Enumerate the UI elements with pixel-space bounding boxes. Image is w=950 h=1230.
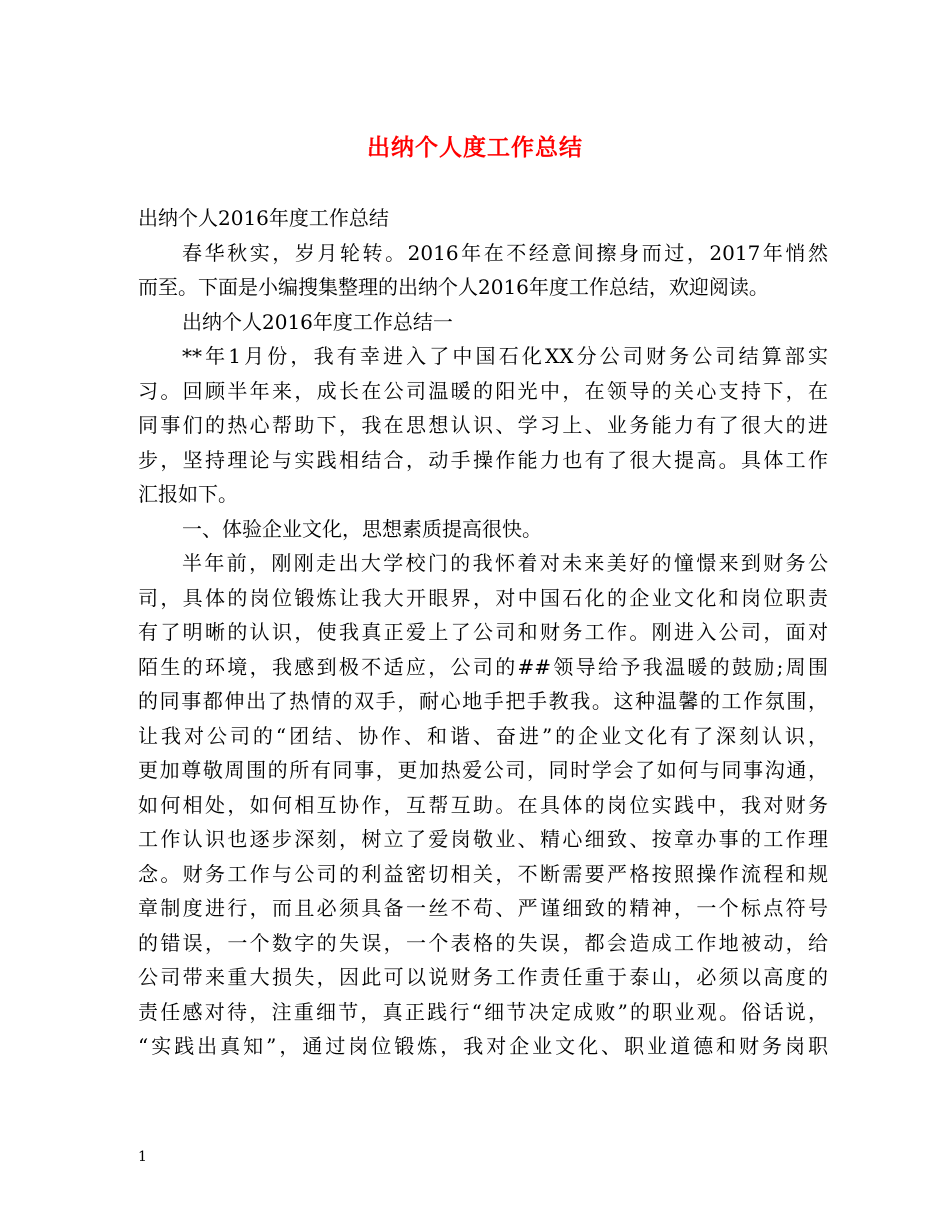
text-line: 工作认识也逐步深刻，树立了爱岗敬业、精心细致、按章办事的工作理 [138, 827, 828, 851]
text-line: **年1月份，我有幸进入了中国石化XX分公司财务公司结算部实 [182, 344, 828, 368]
text-line: 责任感对待，注重细节，真正践行“细节决定成败”的职业观。俗话说， [138, 999, 828, 1024]
text-line: 出纳个人2016年度工作总结 [138, 206, 389, 230]
text-line: “实践出真知”，通过岗位锻炼，我对企业文化、职业道德和财务岗职 [138, 1034, 828, 1058]
text-line: 而至。下面是小编搜集整理的出纳个人2016年度工作总结，欢迎阅读。 [138, 275, 769, 299]
text-line: 汇报如下。 [138, 482, 238, 506]
text-line: 步，坚持理论与实践相结合，动手操作能力也有了很大提高。具体工作 [138, 447, 828, 472]
text-line: 出纳个人2016年度工作总结一 [182, 309, 453, 334]
document-body [138, 201, 828, 1064]
page-number: 1 [138, 1149, 147, 1165]
text-line: 让我对公司的“团结、协作、和谐、奋进”的企业文化有了深刻认识， [138, 723, 828, 748]
text-line: 如何相处，如何相互协作，互帮互助。在具体的岗位实践中，我对财务 [138, 792, 828, 817]
text-line: 章制度进行，而且必须具备一丝不苟、严谨细致的精神，一个标点符号 [138, 896, 828, 920]
text-line: 同事们的热心帮助下，我在思想认识、学习上、业务能力有了很大的进 [138, 413, 828, 437]
text-line: 公司带来重大损失，因此可以说财务工作责任重于泰山，必须以高度的 [138, 965, 828, 989]
text-line: 有了明晰的认识，使我真正爱上了公司和财务工作。刚进入公司，面对 [138, 620, 828, 644]
text-line: 的错误，一个数字的失误，一个表格的失误，都会造成工作地被动，给 [138, 930, 828, 955]
text-line: 半年前，刚刚走出大学校门的我怀着对未来美好的憧憬来到财务公 [182, 551, 828, 575]
text-line: 更加尊敬周围的所有同事，更加热爱公司，同时学会了如何与同事沟通， [138, 758, 828, 782]
text-line: 一、体验企业文化，思想素质提高很快。 [182, 516, 542, 541]
document-title: 出纳个人度工作总结 [367, 135, 583, 161]
text-line: 习。回顾半年来，成长在公司温暖的阳光中，在领导的关心支持下，在 [138, 378, 828, 403]
text-line: 陌生的环境，我感到极不适应，公司的##领导给予我温暖的鼓励;周围 [138, 654, 828, 679]
text-line: 司，具体的岗位锻炼让我大开眼界，对中国石化的企业文化和岗位职责 [138, 585, 828, 610]
text-line: 的同事都伸出了热情的双手，耐心地手把手教我。这种温馨的工作氛围， [138, 689, 828, 713]
text-line: 春华秋实，岁月轮转。2016年在不经意间擦身而过，2017年悄然 [182, 240, 828, 265]
text-line: 念。财务工作与公司的利益密切相关，不断需要严格按照操作流程和规 [138, 861, 828, 886]
